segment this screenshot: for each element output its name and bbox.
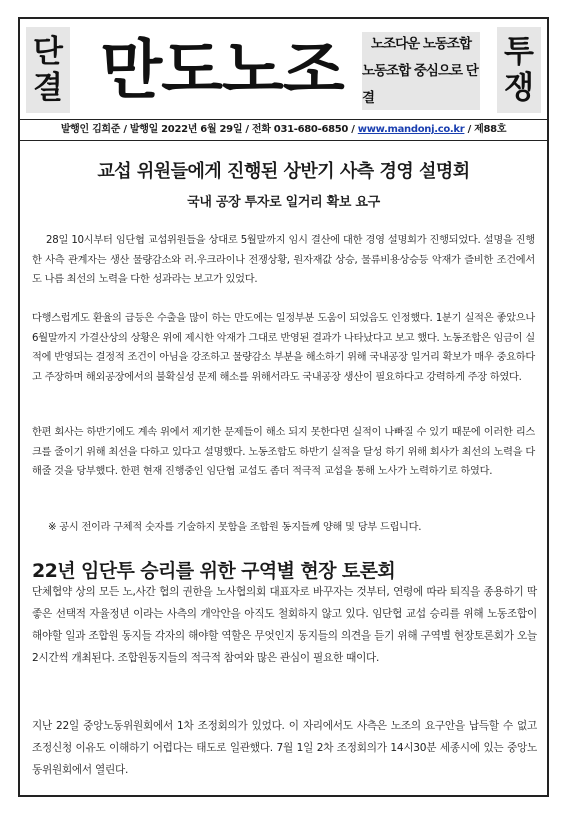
struggle-box bbox=[497, 27, 541, 113]
article1-note: ※ 공시 전이라 구체적 숫자를 기술하지 못함을 조합원 동지들께 양해 및 당부 드립니다. bbox=[48, 522, 422, 533]
publication-info bbox=[20, 120, 547, 141]
slogan-line-1: 노조다운 노동조합 bbox=[370, 35, 472, 52]
website-link[interactable]: www.mandonj.co.kr bbox=[357, 124, 465, 135]
article2-paragraph-1: 단체협약 상의 모든 노,사간 협의 권한을 노사협의회 대표자로 바꾸자는 것부터, 연령에 따라 퇴직을 종용하기 딱 좋은 선택적 자율정년 이라는 사측의 개악안을 아직도 철회하지 않고 있다. 임단협 교섭 승리를 위해 노동조합이 해야할 일과 조합원 동지들 각자의 해야할 역할은 무엇인지 동지들의 의견을 듣기 위해 구역별 현장토론회가 오늘 2시간씩 개최된다. 조합원동지들의 적극적 참여와 많은 관심이 필요한 때이다. bbox=[32, 586, 537, 664]
slogan-box bbox=[362, 32, 480, 110]
masthead bbox=[20, 19, 547, 120]
article1-headline: 교섭 위원들에게 진행된 상반기 사측 경영 설명회 bbox=[97, 161, 470, 182]
article2-headline: 22년 임단투 승리를 위한 구역별 현장 토론회 bbox=[32, 560, 396, 582]
publisher-details: 발행인 김희준 / 발행일 2022년 6월 29일 / 전화 031-680-6850 / bbox=[60, 124, 358, 135]
struggle-char-1: 투 bbox=[504, 34, 534, 70]
unity-box bbox=[26, 27, 70, 113]
slogan-line-2: 노동조합 중심으로 단결 bbox=[362, 62, 478, 106]
article1-subhead: 국내 공장 투자로 일거리 확보 요구 bbox=[187, 195, 380, 210]
article1-paragraph-1: 28일 10시부터 임단협 교섭위원들을 상대로 5월말까지 임시 결산에 대한 경영 설명회가 진행되었다. 설명을 진행한 사측 관계자는 생산 물량감소와 러.우크라이나 전쟁상황, 원자재값 상승, 물류비용상승등 악재가 즐비한 조건에서도 나름 최선의 노력을 다한 성과라는 보고가 있었다. bbox=[32, 235, 535, 285]
article1-paragraph-3: 한편 회사는 하반기에도 계속 위에서 제기한 문제들이 해소 되지 못한다면 실적이 나빠질 수 있기 때문에 이러한 리스크를 줄이기 위해 최선을 다하고 있다고 설명했다. 노동조합도 하반기 실적을 달성 하기 위해 회사가 최선의 노력을 다 해줄 것을 당부했다. 한편 현재 진행중인 임단협 교섭도 좀더 적극적 교섭을 통해 노사가 노력하기로 하였다. bbox=[32, 427, 535, 477]
newsletter-page bbox=[18, 17, 549, 797]
issue-number: / 제88호 bbox=[464, 124, 507, 135]
struggle-char-2: 쟁 bbox=[504, 70, 534, 106]
unity-char-1: 단 bbox=[33, 34, 63, 70]
article1-paragraph-2: 다행스럽게도 환율의 급등은 수출을 많이 하는 만도에는 일정부분 도움이 되었음도 인정했다. 1분기 실적은 좋았으나 6월말까지 가결산상의 상황은 위에 제시한 악재가 그대로 반영된 결과가 나타났다고 보고 했다. 노동조합은 임금이 실적에 반영되는 결정적 조건이 아님을 강조하고 물량감소 부분을 해소하기 위해 국내공장 일거리 확보가 매우 중요하다고 주장하며 해외공장에서의 불확실성 문제 해소를 위해서라도 국내공장 생산이 필요하다고 강력하게 주장 하였다. bbox=[32, 313, 535, 383]
article2-paragraph-2: 지난 22일 중앙노동위원회에서 1차 조정회의가 있었다. 이 자리에서도 사측은 노조의 요구안을 납득할 수 없고 조정신청 이유도 이해하기 어렵다는 태도로 일관했다. 7월 1일 2차 조정회의가 14시30분 세종시에 있는 중앙노동위원회에서 열린다. bbox=[32, 720, 537, 776]
unity-char-2: 결 bbox=[33, 70, 63, 106]
newsletter-title: 만도노조 bbox=[100, 34, 344, 108]
